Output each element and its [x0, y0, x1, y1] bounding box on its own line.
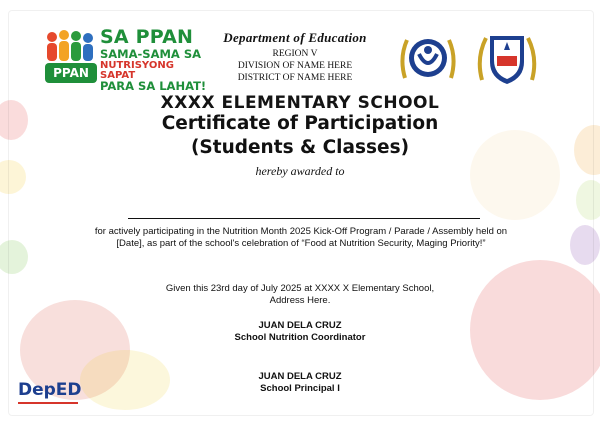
district-seal-icon: [474, 28, 540, 90]
deped-logo-text: DepED: [18, 380, 82, 400]
given-line-1: Given this 23rd day of July 2025 at XXXX X Elementary School,: [165, 283, 435, 294]
certificate-body: for actively participating in the Nutrition Month 2025 Kick-Off Program / Parade / Assembly held on [Date], as part of the school's celebration of “Food at Nutrition Security, Maging Priority!”: [94, 226, 508, 249]
ppan-line-2: NUTRISYONG SAPAT: [100, 59, 174, 81]
agency-district: DISTRICT OF NAME HERE: [237, 73, 353, 83]
agency-region: REGION V: [272, 49, 318, 59]
agency-header: [215, 30, 375, 84]
deped-underline: [18, 402, 78, 404]
signatory-title: School Principal I: [260, 383, 340, 394]
ppan-slogan: [100, 28, 212, 92]
ppan-line-1: SAMA-SAMA SA: [100, 47, 202, 61]
school-seal-icon: [397, 28, 459, 90]
given-line-2: Address Here.: [269, 295, 331, 306]
ppan-title: SA PPAN: [100, 26, 194, 48]
agency-title: Department of Education: [223, 30, 367, 45]
agency-division: DIVISION OF NAME HERE: [237, 61, 353, 71]
school-name: XXXX ELEMENTARY SCHOOL: [160, 93, 440, 113]
signatory-name: JUAN DELA CRUZ: [258, 320, 342, 331]
deped-logo: [18, 380, 96, 414]
ppan-family-icon: [42, 28, 100, 90]
recipient-name-line: [128, 218, 480, 219]
certificate-title: Certificate of Participation: [161, 113, 439, 134]
ppan-badge-text: PPAN: [53, 66, 89, 80]
signatory-title: School Nutrition Coordinator: [234, 332, 366, 343]
ppan-logo: [42, 26, 212, 93]
awarded-to-text: hereby awarded to: [255, 164, 345, 178]
ppan-line-3: PARA SA LAHAT!: [100, 78, 207, 93]
signatory-name: JUAN DELA CRUZ: [258, 371, 342, 382]
certificate-subtitle: (Students & Classes): [190, 137, 410, 158]
given-statement: [110, 283, 490, 307]
signatory-coordinator: [0, 320, 600, 344]
